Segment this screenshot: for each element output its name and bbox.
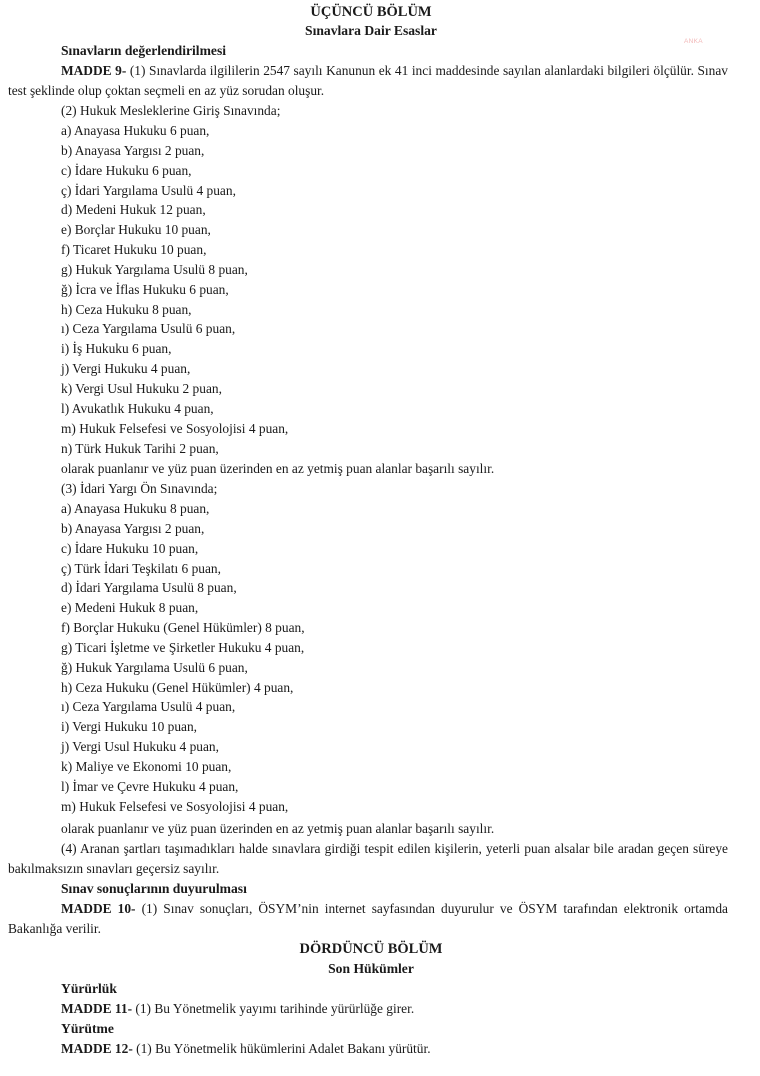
list-item: a) Anayasa Hukuku 8 puan, <box>61 501 210 516</box>
madde-11-paragraph <box>61 999 414 1019</box>
heading-execution: Yürütme <box>61 1021 114 1036</box>
watermark: ANKA <box>684 38 703 45</box>
madde-10-text: (1) Sınav sonuçları, ÖSYM’nin internet sayfasından duyurulur ve ÖSYM tarafından elektronik ortamda Bakanlığa verilir. <box>8 901 728 936</box>
list-item: a) Anayasa Hukuku 6 puan, <box>61 123 210 138</box>
list-item: j) Vergi Hukuku 4 puan, <box>61 361 191 377</box>
madde-9-paragraph-4: (4) Aranan şartları taşımadıkları halde sınavlara girdiği tespit edilen kişilerin, yeterli puan alsalar bile aradan geçen süreye bakılmaksızın sınavları geçersiz sayılır. <box>8 841 728 876</box>
list-item: b) Anayasa Yargısı 2 puan, <box>61 142 205 158</box>
madde-12-text: (1) Bu Yönetmelik hükümlerini Adalet Bakanı yürütür. <box>132 1041 431 1056</box>
list-item: m) Hukuk Felsefesi ve Sosyolojisi 4 puan, <box>61 798 289 814</box>
list-item: ı) Ceza Yargılama Usulü 6 puan, <box>61 321 236 337</box>
list-item: e) Borçlar Hukuku 10 puan, <box>61 222 211 238</box>
list-item: m) Hukuk Felsefesi ve Sosyolojisi 4 puan, <box>61 420 289 436</box>
madde-9-list2-outro: olarak puanlanır ve yüz puan üzerinden en az yetmiş puan alanlar başarılı sayılır. <box>61 461 495 476</box>
list-item: d) Medeni Hukuk 12 puan, <box>61 202 206 218</box>
madde-11-text: (1) Bu Yönetmelik yayımı tarihinde yürürlüğe girer. <box>132 1001 415 1016</box>
list-item: k) Vergi Usul Hukuku 2 puan, <box>61 380 222 396</box>
list-item: b) Anayasa Yargısı 2 puan, <box>61 520 205 536</box>
list-item: i) Vergi Hukuku 10 puan, <box>61 719 198 735</box>
madde-9-p3-intro: (3) İdari Yargı Ön Sınavında; <box>61 481 218 496</box>
exam-subject-list-hmgs <box>61 121 288 458</box>
heading-results: Sınav sonuçlarının duyurulması <box>61 881 247 896</box>
madde-11-label: MADDE 11- <box>61 1001 133 1016</box>
list-item: f) Borçlar Hukuku (Genel Hükümler) 8 puan, <box>61 620 305 636</box>
madde-9-paragraph-1 <box>8 61 728 100</box>
madde-9-p1-text: (1) Sınavlarda ilgililerin 2547 sayılı Kanunun ek 41 inci maddesinde sayılan alanlardaki bilgileri ölçülür. Sınav test şeklinde olup çoktan seçmeli en az yüz sorudan oluşur. <box>8 63 728 98</box>
list-item: c) İdare Hukuku 6 puan, <box>61 162 192 178</box>
list-item: l) İmar ve Çevre Hukuku 4 puan, <box>61 778 239 794</box>
list-item: d) İdari Yargılama Usulü 8 puan, <box>61 580 237 596</box>
list-item: c) İdare Hukuku 10 puan, <box>61 540 199 556</box>
list-item: h) Ceza Hukuku (Genel Hükümler) 4 puan, <box>61 679 294 695</box>
madde-12-paragraph <box>61 1039 431 1059</box>
list-item: ğ) İcra ve İflas Hukuku 6 puan, <box>61 281 229 297</box>
list-item: h) Ceza Hukuku 8 puan, <box>61 301 192 317</box>
list-item: ç) İdari Yargılama Usulü 4 puan, <box>61 182 236 198</box>
list-item: k) Maliye ve Ekonomi 10 puan, <box>61 758 232 774</box>
madde-9-label: MADDE 9- <box>61 63 127 78</box>
section-4-subtitle: Son Hükümler <box>328 961 414 976</box>
list-item: ç) Türk İdari Teşkilatı 6 puan, <box>61 560 221 576</box>
list-item: l) Avukatlık Hukuku 4 puan, <box>61 400 214 416</box>
list-item: g) Ticari İşletme ve Şirketler Hukuku 4 puan, <box>61 639 305 655</box>
madde-10-label: MADDE 10- <box>61 901 136 916</box>
exam-subject-list-idari <box>61 499 305 817</box>
madde-9-p2-intro: (2) Hukuk Mesleklerine Giriş Sınavında; <box>61 103 281 118</box>
list-item: f) Ticaret Hukuku 10 puan, <box>61 242 207 258</box>
list-item: ı) Ceza Yargılama Usulü 4 puan, <box>61 699 236 715</box>
section-3-title: ÜÇÜNCÜ BÖLÜM <box>310 4 432 20</box>
madde-9-list3-outro: olarak puanlanır ve yüz puan üzerinden en az yetmiş puan alanlar başarılı sayılır. <box>61 821 495 836</box>
section-3-subtitle: Sınavlara Dair Esaslar <box>305 23 437 38</box>
list-item: j) Vergi Usul Hukuku 4 puan, <box>61 739 219 755</box>
section-4-title: DÖRDÜNCÜ BÖLÜM <box>299 941 443 957</box>
list-item: ğ) Hukuk Yargılama Usulü 6 puan, <box>61 659 248 675</box>
list-item: g) Hukuk Yargılama Usulü 8 puan, <box>61 261 248 277</box>
heading-effect: Yürürlük <box>61 981 117 996</box>
list-item: i) İş Hukuku 6 puan, <box>61 341 172 357</box>
list-item: n) Türk Hukuk Tarihi 2 puan, <box>61 440 219 456</box>
madde-12-label: MADDE 12- <box>61 1041 133 1056</box>
heading-evaluation: Sınavların değerlendirilmesi <box>61 43 227 58</box>
madde-10-paragraph <box>8 899 728 938</box>
list-item: e) Medeni Hukuk 8 puan, <box>61 600 199 616</box>
